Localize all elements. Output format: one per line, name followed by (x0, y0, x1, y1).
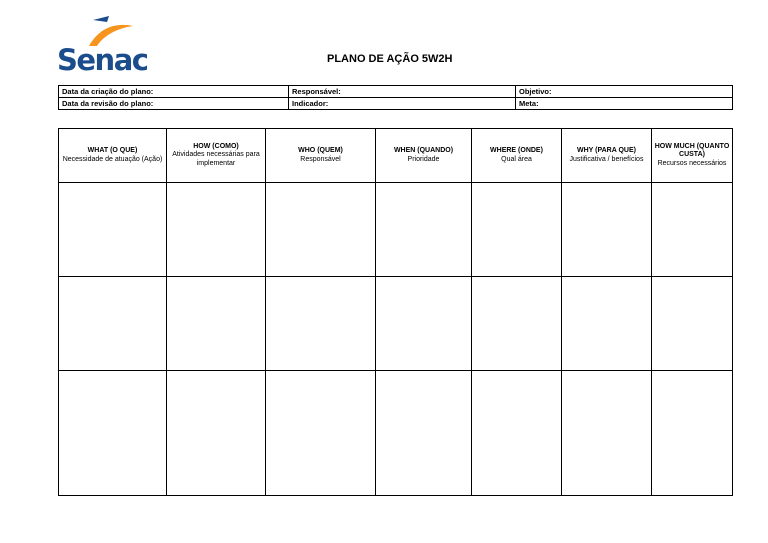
header-row (59, 129, 733, 183)
table-cell[interactable] (167, 277, 266, 371)
column-header-why: WHY (PARA QUE) Justificativa / benefícios (562, 129, 652, 183)
table-cell[interactable] (376, 371, 472, 496)
table-cell[interactable] (376, 183, 472, 277)
column-header-where: WHERE (ONDE) Qual área (472, 129, 562, 183)
creation-date-field[interactable]: Data da criação do plano: (59, 86, 289, 98)
table-cell[interactable] (472, 371, 562, 496)
table-cell[interactable] (266, 277, 376, 371)
column-header-how-much: HOW MUCH (QUANTO CUSTA) Recursos necessários (652, 129, 733, 183)
table-cell[interactable] (59, 183, 167, 277)
table-cell[interactable] (59, 277, 167, 371)
revision-date-field[interactable]: Data da revisão do plano: (59, 98, 289, 110)
table-cell[interactable] (562, 371, 652, 496)
table-cell[interactable] (562, 277, 652, 371)
table-cell[interactable] (652, 183, 733, 277)
column-header-who: WHO (QUEM) Responsável (266, 129, 376, 183)
table-cell[interactable] (167, 371, 266, 496)
table-cell[interactable] (472, 183, 562, 277)
table-cell[interactable] (376, 277, 472, 371)
table-row (59, 371, 733, 496)
action-plan-table (58, 128, 733, 496)
table-cell[interactable] (266, 371, 376, 496)
senac-logo (57, 16, 157, 78)
table-cell[interactable] (472, 277, 562, 371)
table-cell[interactable] (266, 183, 376, 277)
table-cell[interactable] (59, 371, 167, 496)
column-header-what: WHAT (O QUE) Necessidade de atuação (Ação) (59, 129, 167, 183)
goal-field[interactable]: Meta: (516, 98, 733, 110)
logo-text: Senac (57, 43, 148, 77)
column-header-how: HOW (COMO) Atividades necessárias para implementar (167, 129, 266, 183)
plan-info-table (58, 85, 733, 110)
column-header-when: WHEN (QUANDO) Prioridade (376, 129, 472, 183)
indicator-field[interactable]: Indicador: (289, 98, 516, 110)
page-title: PLANO DE AÇÃO 5W2H (327, 53, 453, 65)
table-cell[interactable] (562, 183, 652, 277)
table-row (59, 183, 733, 277)
objective-field[interactable]: Objetivo: (516, 86, 733, 98)
table-row (59, 277, 733, 371)
table-cell[interactable] (652, 277, 733, 371)
responsible-field[interactable]: Responsável: (289, 86, 516, 98)
table-cell[interactable] (652, 371, 733, 496)
table-cell[interactable] (167, 183, 266, 277)
